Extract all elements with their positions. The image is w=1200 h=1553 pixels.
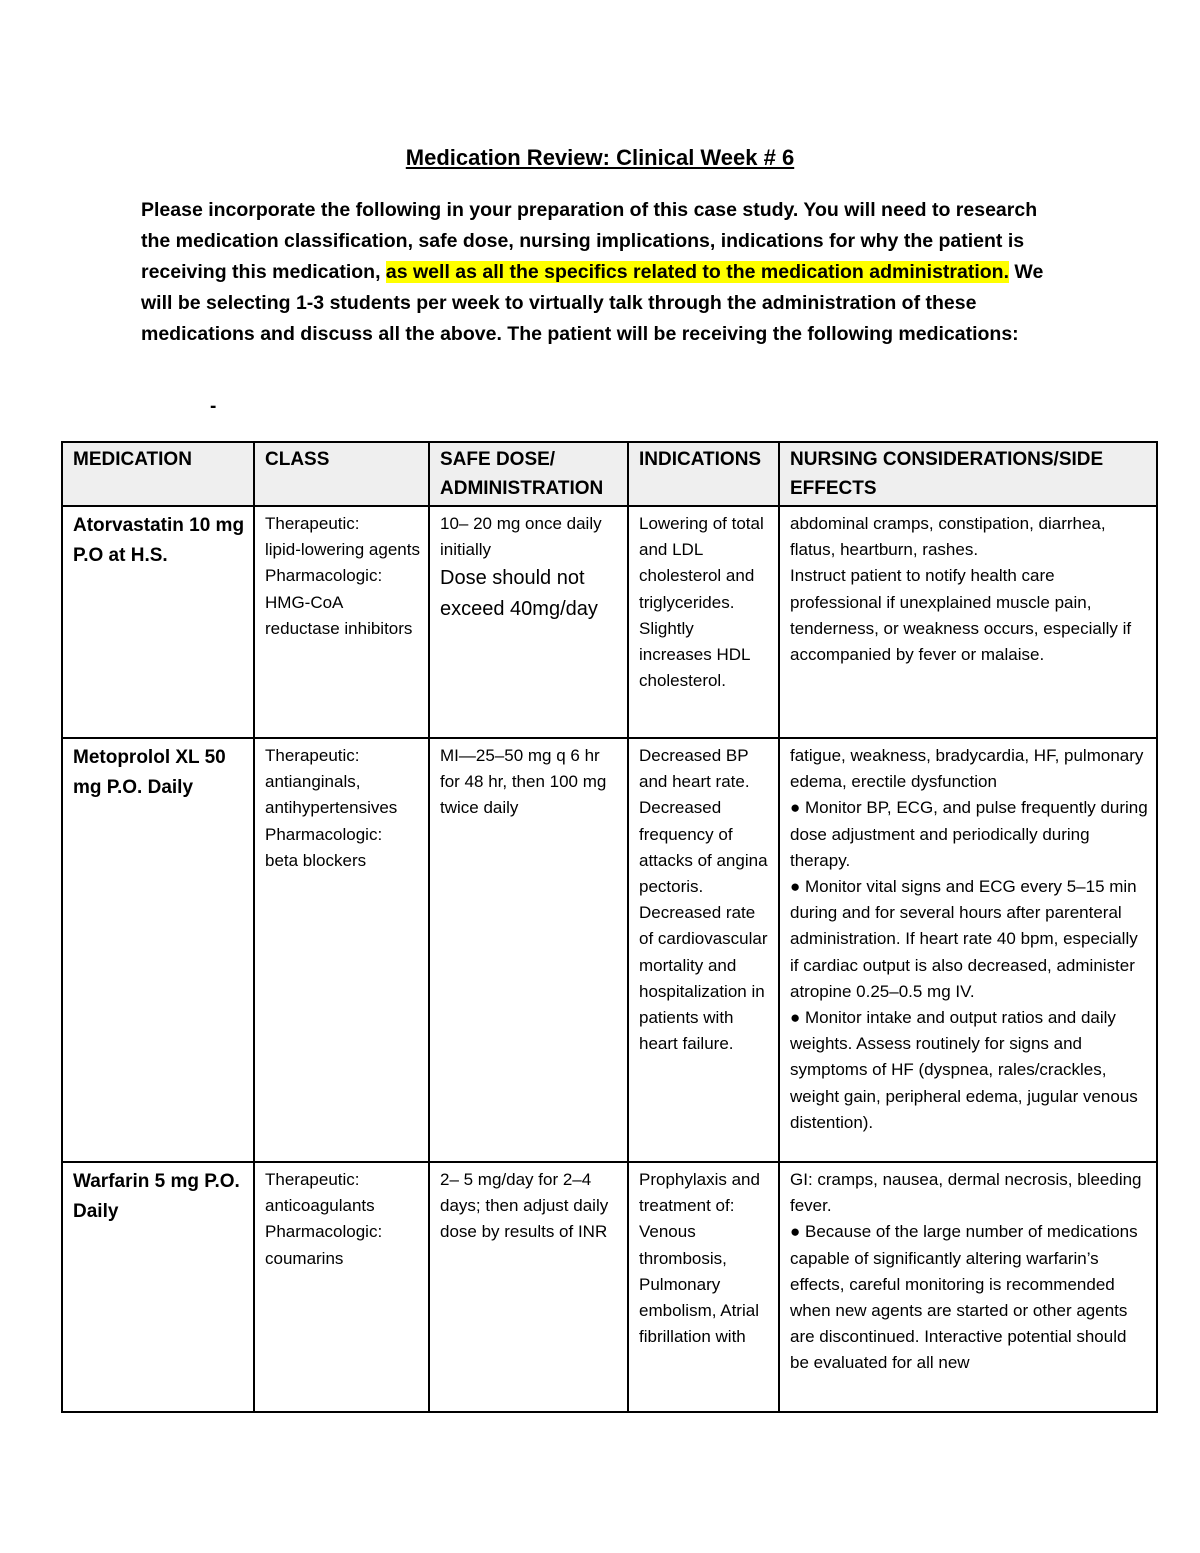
class-line: anticoagulants: [265, 1196, 375, 1216]
nursing-cell: [779, 738, 1157, 1162]
nursing-line: fatigue, weakness, bradycardia, HF, pulmonary edema, erectile dysfunction: [790, 746, 1144, 792]
indications-cell: Lowering of total and LDL cholesterol and triglycerides. Slightly increases HDL cholesterol.: [628, 506, 779, 738]
medication-table: [61, 441, 1158, 1413]
medication-cell: Warfarin 5 mg P.O. Daily: [62, 1162, 254, 1412]
class-line: coumarins: [265, 1248, 344, 1268]
indications-cell: Prophylaxis and treatment of: Venous thrombosis, Pulmonary embolism, Atrial fibrillation with: [628, 1162, 779, 1412]
dose-cell: MI—25–50 mg q 6 hr for 48 hr, then 100 mg twice daily: [429, 738, 628, 1162]
class-cell: [254, 738, 429, 1162]
nursing-cell: [779, 506, 1157, 738]
intro-text-2: We will be selecting 1-3 students per week to virtually talk through the administration of these medications and discuss all the above. The patient will be receiving the following medications:: [141, 261, 1044, 345]
class-line: lipid-lowering agents: [265, 540, 420, 560]
header-indications: INDICATIONS: [628, 442, 779, 506]
dose-emphasis: Dose should not exceed 40mg/day: [440, 567, 598, 621]
dash-marker: -: [210, 396, 217, 417]
header-class: CLASS: [254, 442, 429, 506]
class-line: Therapeutic:: [265, 746, 360, 765]
class-cell: [254, 506, 429, 738]
table-row: [62, 738, 1157, 1162]
medication-cell: Atorvastatin 10 mg P.O at H.S.: [62, 506, 254, 738]
class-line: antianginals, antihypertensives: [265, 772, 398, 818]
nursing-line: ● Monitor BP, ECG, and pulse frequently during dose adjustment and periodically during therapy.: [790, 798, 1148, 870]
class-line: Therapeutic:: [265, 514, 360, 533]
indications-cell: Decreased BP and heart rate. Decreased frequency of attacks of angina pectoris. Decreased rate of cardiovascular mortality and hospitalization in patients with heart failure.: [628, 738, 779, 1162]
medication-cell: Metoprolol XL 50 mg P.O. Daily: [62, 738, 254, 1162]
header-dose: SAFE DOSE/ ADMINISTRATION: [429, 442, 628, 506]
dose-cell: 2– 5 mg/day for 2–4 days; then adjust daily dose by results of INR: [429, 1162, 628, 1412]
nursing-line: ● Monitor vital signs and ECG every 5–15 min during and for several hours after parenteral administration. If heart rate 40 bpm, especially if cardiac output is also decreased, administer atropine 0.25–0.5 mg IV.: [790, 877, 1138, 1001]
class-line: Pharmacologic:: [265, 824, 383, 844]
table-header-row: [62, 442, 1157, 506]
nursing-line: GI: cramps, nausea, dermal necrosis, bleeding fever.: [790, 1170, 1142, 1216]
nursing-line: ● Monitor intake and output ratios and daily weights. Assess routinely for signs and symptoms of HF (dyspnea, rales/crackles, weight gain, peripheral edema, jugular venous distention).: [790, 1008, 1138, 1132]
header-nursing: NURSING CONSIDERATIONS/SIDE EFFECTS: [779, 442, 1157, 506]
intro-paragraph: [141, 195, 1071, 350]
nursing-cell: [779, 1162, 1157, 1412]
nursing-line: abdominal cramps, constipation, diarrhea, flatus, heartburn, rashes.: [790, 514, 1106, 560]
class-line: beta blockers: [265, 850, 367, 870]
class-line: Therapeutic:: [265, 1170, 360, 1189]
nursing-line: ● Because of the large number of medications capable of significantly altering warfarin’s effects, careful monitoring is recommended when new agents are started or other agents are discontinued. Interactive potential should be evaluated for all new: [790, 1222, 1138, 1373]
class-line: HMG-CoA reductase inhibitors: [265, 592, 413, 638]
class-cell: [254, 1162, 429, 1412]
table-row: [62, 506, 1157, 738]
dose-cell: [429, 506, 628, 738]
intro-text-1: Please incorporate the following in your preparation of this case study. You will need to research the medication classification, safe dose, nursing implications, indications for why the patient is receiving this medication,: [141, 199, 1038, 283]
page-title: Medication Review: Clinical Week # 6: [405, 145, 795, 170]
dose-text: 10– 20 mg once daily initially: [440, 514, 602, 560]
intro-highlight: as well as all the specifics related to the medication administration.: [385, 261, 1010, 283]
nursing-line: Instruct patient to notify health care professional if unexplained muscle pain, tenderness, or weakness occurs, especially if accompanied by fever or malaise.: [790, 566, 1132, 665]
table-row: [62, 1162, 1157, 1412]
header-medication: MEDICATION: [62, 442, 254, 506]
class-line: Pharmacologic:: [265, 566, 383, 586]
class-line: Pharmacologic:: [265, 1222, 383, 1242]
